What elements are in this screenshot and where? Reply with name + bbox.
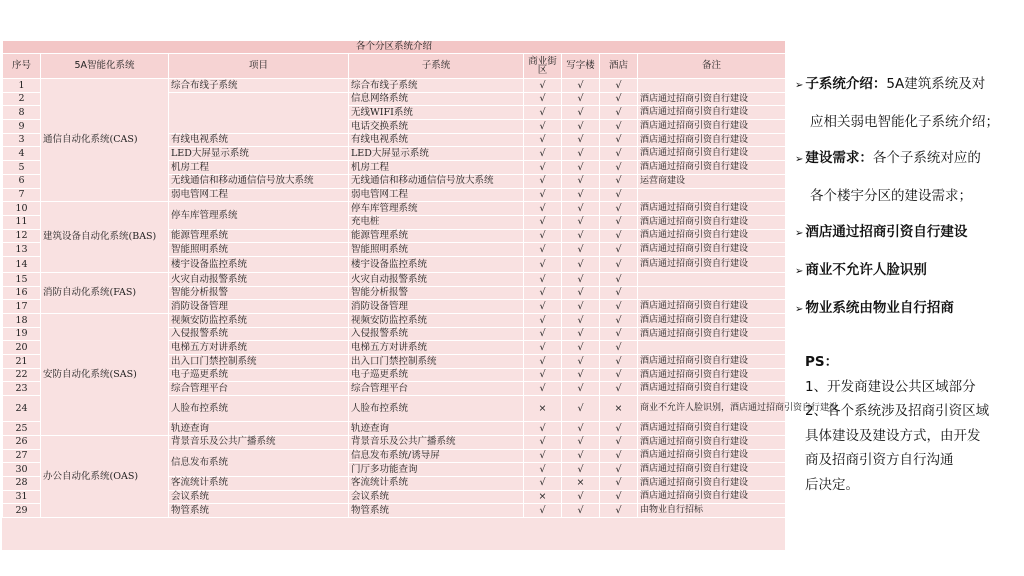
row-subsystem: 信息网络系统 <box>349 92 524 106</box>
row-note: 酒店通过招商引资自行建设 <box>638 368 786 382</box>
row-index: 9 <box>3 120 41 134</box>
ps-line: 后决定。 <box>805 476 859 493</box>
row-hotel-mark: √ <box>600 147 638 161</box>
row-index: 7 <box>3 188 41 202</box>
row-note: 酒店通过招商引资自行建设 <box>638 314 786 328</box>
row-item: 智能分析报警 <box>169 286 349 300</box>
row-subsystem: 无线通信和移动通信信号放大系统 <box>349 174 524 188</box>
summary-panel <box>795 66 1020 328</box>
row-hotel-mark: √ <box>600 106 638 120</box>
row-hotel-mark: × <box>600 396 638 422</box>
row-office-mark: √ <box>562 79 600 93</box>
row-office-mark: √ <box>562 449 600 463</box>
row-hotel-mark: √ <box>600 327 638 341</box>
system-category-fas: 消防自动化系统(FAS) <box>41 272 169 313</box>
row-note: 酒店通过招商引资自行建设 <box>638 92 786 106</box>
row-subsystem: 电子巡更系统 <box>349 368 524 382</box>
header-commercial: 商业街区 <box>524 54 562 79</box>
row-commercial-mark: × <box>524 396 562 422</box>
row-subsystem: 电话交换系统 <box>349 120 524 134</box>
row-note <box>638 188 786 202</box>
row-office-mark: √ <box>562 314 600 328</box>
row-hotel-mark: √ <box>600 243 638 257</box>
header-hotel: 酒店 <box>600 54 638 79</box>
table-header-row <box>3 54 786 79</box>
row-commercial-mark: √ <box>524 272 562 286</box>
row-index: 19 <box>3 327 41 341</box>
row-commercial-mark: √ <box>524 449 562 463</box>
row-subsystem: 楼宇设备监控系统 <box>349 256 524 272</box>
row-item <box>169 92 349 133</box>
row-index: 1 <box>3 79 41 93</box>
row-index: 15 <box>3 272 41 286</box>
row-hotel-mark: √ <box>600 463 638 477</box>
row-item: 人脸布控系统 <box>169 396 349 422</box>
row-office-mark: × <box>562 476 600 490</box>
row-item: 消防设备管理 <box>169 300 349 314</box>
row-subsystem: 火灾自动报警系统 <box>349 272 524 286</box>
row-commercial-mark: √ <box>524 174 562 188</box>
header-system: 5A智能化系统 <box>41 54 169 79</box>
row-item: 视频安防监控系统 <box>169 314 349 328</box>
ps-line: 2、各个系统涉及招商引资区域 <box>805 403 990 419</box>
row-item: 综合管理平台 <box>169 382 349 396</box>
table-row <box>3 314 786 328</box>
row-hotel-mark: √ <box>600 133 638 147</box>
bullet-continuation: 各个楼宇分区的建设需求； <box>810 188 972 204</box>
row-hotel-mark: √ <box>600 202 638 216</box>
row-office-mark: √ <box>562 504 600 518</box>
row-commercial-mark: √ <box>524 368 562 382</box>
row-office-mark: √ <box>562 300 600 314</box>
row-hotel-mark: √ <box>600 79 638 93</box>
row-item: 会议系统 <box>169 490 349 504</box>
row-hotel-mark: √ <box>600 272 638 286</box>
row-subsystem: 客流统计系统 <box>349 476 524 490</box>
row-item: 电梯五方对讲系统 <box>169 341 349 355</box>
row-note: 酒店通过招商引资自行建设 <box>638 243 786 257</box>
row-item: 无线通信和移动通信信号放大系统 <box>169 174 349 188</box>
row-subsystem: 机房工程 <box>349 161 524 175</box>
row-office-mark: √ <box>562 463 600 477</box>
bullet-continuation: 应相关弱电智能化子系统介绍； <box>810 114 999 130</box>
row-office-mark: √ <box>562 229 600 243</box>
row-subsystem: 信息发布系统/诱导屏 <box>349 449 524 463</box>
row-commercial-mark: √ <box>524 133 562 147</box>
row-note <box>638 272 786 286</box>
bullet-label: 子系统介绍： <box>805 76 887 92</box>
header-office: 写字楼 <box>562 54 600 79</box>
table-row <box>3 435 786 449</box>
row-commercial-mark: √ <box>524 463 562 477</box>
row-commercial-mark: √ <box>524 229 562 243</box>
row-item: 停车库管理系统 <box>169 202 349 229</box>
row-subsystem: 停车库管理系统 <box>349 202 524 216</box>
row-subsystem: 背景音乐及公共广播系统 <box>349 435 524 449</box>
row-office-mark: √ <box>562 133 600 147</box>
row-hotel-mark: √ <box>600 476 638 490</box>
row-hotel-mark: √ <box>600 229 638 243</box>
row-office-mark: √ <box>562 147 600 161</box>
row-office-mark: √ <box>562 355 600 369</box>
bullet-label: 商业不允许人脸识别 <box>805 262 927 278</box>
row-subsystem: 轨迹查询 <box>349 422 524 436</box>
bullet-label: 酒店通过招商引资自行建设 <box>805 224 968 240</box>
row-commercial-mark: √ <box>524 314 562 328</box>
row-item: 火灾自动报警系统 <box>169 272 349 286</box>
row-note: 由物业自行招标 <box>638 504 786 518</box>
row-subsystem: 视频安防监控系统 <box>349 314 524 328</box>
row-office-mark: √ <box>562 396 600 422</box>
row-commercial-mark: √ <box>524 286 562 300</box>
row-index: 24 <box>3 396 41 422</box>
row-hotel-mark: √ <box>600 490 638 504</box>
ps-line: 1、开发商建设公共区域部分 <box>805 378 976 395</box>
bullet-label: 建设需求： <box>805 150 873 166</box>
row-commercial-mark: √ <box>524 422 562 436</box>
ps-line: 具体建设及建设方式，由开发 <box>805 427 981 444</box>
row-commercial-mark: √ <box>524 341 562 355</box>
ps-title: PS： <box>805 354 839 370</box>
row-commercial-mark: √ <box>524 355 562 369</box>
row-commercial-mark: √ <box>524 435 562 449</box>
row-office-mark: √ <box>562 256 600 272</box>
row-hotel-mark: √ <box>600 341 638 355</box>
system-category-cas: 通信自动化系统(CAS) <box>41 79 169 202</box>
row-note <box>638 79 786 93</box>
bullet-text: 5A建筑系统及对 <box>886 76 986 92</box>
row-subsystem: 综合布线子系统 <box>349 79 524 93</box>
ps-notes <box>805 350 1020 497</box>
row-note: 酒店通过招商引资自行建设 <box>638 147 786 161</box>
row-hotel-mark: √ <box>600 368 638 382</box>
row-hotel-mark: √ <box>600 435 638 449</box>
row-item: 背景音乐及公共广播系统 <box>169 435 349 449</box>
row-hotel-mark: √ <box>600 120 638 134</box>
row-office-mark: √ <box>562 422 600 436</box>
row-office-mark: √ <box>562 286 600 300</box>
row-note: 运营商建设 <box>638 174 786 188</box>
row-item: 入侵报警系统 <box>169 327 349 341</box>
row-note: 酒店通过招商引资自行建设 <box>638 449 786 463</box>
row-office-mark: √ <box>562 202 600 216</box>
row-subsystem: 门厅多功能查询 <box>349 463 524 477</box>
row-commercial-mark: √ <box>524 120 562 134</box>
row-commercial-mark: √ <box>524 504 562 518</box>
row-index: 25 <box>3 422 41 436</box>
row-item: 能源管理系统 <box>169 229 349 243</box>
row-hotel-mark: √ <box>600 174 638 188</box>
row-hotel-mark: √ <box>600 161 638 175</box>
row-item: 电子巡更系统 <box>169 368 349 382</box>
row-hotel-mark: √ <box>600 355 638 369</box>
row-subsystem: 弱电管网工程 <box>349 188 524 202</box>
row-commercial-mark: √ <box>524 476 562 490</box>
row-index: 27 <box>3 449 41 463</box>
row-commercial-mark: √ <box>524 188 562 202</box>
row-subsystem: 消防设备管理 <box>349 300 524 314</box>
row-index: 16 <box>3 286 41 300</box>
row-item: 有线电视系统 <box>169 133 349 147</box>
row-subsystem: 智能照明系统 <box>349 243 524 257</box>
row-commercial-mark: √ <box>524 161 562 175</box>
row-note: 酒店通过招商引资自行建设 <box>638 106 786 120</box>
row-note: 酒店通过招商引资自行建设 <box>638 382 786 396</box>
row-hotel-mark: √ <box>600 382 638 396</box>
row-index: 12 <box>3 229 41 243</box>
row-subsystem: 出入口门禁控制系统 <box>349 355 524 369</box>
table-row <box>3 272 786 286</box>
row-hotel-mark: √ <box>600 286 638 300</box>
row-office-mark: √ <box>562 341 600 355</box>
row-commercial-mark: √ <box>524 300 562 314</box>
row-subsystem: 电梯五方对讲系统 <box>349 341 524 355</box>
row-office-mark: √ <box>562 243 600 257</box>
row-subsystem: 充电桩 <box>349 215 524 229</box>
bullet-construction-demand <box>795 140 1020 178</box>
row-hotel-mark: √ <box>600 92 638 106</box>
row-index: 22 <box>3 368 41 382</box>
row-index: 2 <box>3 92 41 106</box>
row-note: 酒店通过招商引资自行建设 <box>638 300 786 314</box>
row-index: 14 <box>3 256 41 272</box>
bullet-subsystem-intro <box>795 66 1020 104</box>
row-hotel-mark: √ <box>600 504 638 518</box>
arrow-bullet-icon: ➢ <box>795 304 804 315</box>
system-category-bas: 建筑设备自动化系统(BAS) <box>41 202 169 273</box>
row-subsystem: 能源管理系统 <box>349 229 524 243</box>
row-item: 综合布线子系统 <box>169 79 349 93</box>
row-index: 30 <box>3 463 41 477</box>
row-hotel-mark: √ <box>600 449 638 463</box>
table-row <box>3 202 786 216</box>
table-caption: 各个分区系统介绍 <box>3 41 786 54</box>
row-hotel-mark: √ <box>600 256 638 272</box>
row-office-mark: √ <box>562 188 600 202</box>
bullet-property <box>795 290 1020 328</box>
row-office-mark: √ <box>562 106 600 120</box>
row-index: 3 <box>3 133 41 147</box>
row-note: 酒店通过招商引资自行建设 <box>638 327 786 341</box>
row-index: 4 <box>3 147 41 161</box>
row-note: 酒店通过招商引资自行建设 <box>638 422 786 436</box>
row-note: 酒店通过招商引资自行建设 <box>638 256 786 272</box>
row-subsystem: 人脸布控系统 <box>349 396 524 422</box>
row-hotel-mark: √ <box>600 188 638 202</box>
row-subsystem: 物管系统 <box>349 504 524 518</box>
system-category-sas: 安防自动化系统(SAS) <box>41 314 169 436</box>
arrow-bullet-icon: ➢ <box>795 266 804 277</box>
row-index: 29 <box>3 504 41 518</box>
row-commercial-mark: √ <box>524 327 562 341</box>
row-office-mark: √ <box>562 435 600 449</box>
bullet-label: 物业系统由物业自行招商 <box>805 300 954 316</box>
row-note: 酒店通过招商引资自行建设 <box>638 202 786 216</box>
row-hotel-mark: √ <box>600 314 638 328</box>
ps-line: 商及招商引资方自行沟通 <box>805 452 954 468</box>
row-note: 酒店通过招商引资自行建设 <box>638 435 786 449</box>
arrow-bullet-icon: ➢ <box>795 154 804 165</box>
row-commercial-mark: √ <box>524 256 562 272</box>
bullet-commercial <box>795 252 1020 290</box>
row-index: 6 <box>3 174 41 188</box>
row-office-mark: √ <box>562 120 600 134</box>
row-note: 酒店通过招商引资自行建设 <box>638 120 786 134</box>
row-item: LED大屏显示系统 <box>169 147 349 161</box>
row-office-mark: √ <box>562 327 600 341</box>
row-item: 智能照明系统 <box>169 243 349 257</box>
header-subsystem: 子系统 <box>349 54 524 79</box>
row-commercial-mark: √ <box>524 106 562 120</box>
row-index: 11 <box>3 215 41 229</box>
row-index: 23 <box>3 382 41 396</box>
table-row <box>3 79 786 93</box>
row-note: 酒店通过招商引资自行建设 <box>638 229 786 243</box>
row-office-mark: √ <box>562 272 600 286</box>
row-hotel-mark: √ <box>600 422 638 436</box>
row-index: 21 <box>3 355 41 369</box>
row-hotel-mark: √ <box>600 215 638 229</box>
row-index: 5 <box>3 161 41 175</box>
row-hotel-mark: √ <box>600 300 638 314</box>
row-commercial-mark: √ <box>524 92 562 106</box>
row-note: 商业不允许人脸识别，酒店通过招商引资自行建设 <box>638 396 786 422</box>
system-category-oas: 办公自动化系统(OAS) <box>41 435 169 517</box>
row-commercial-mark: √ <box>524 382 562 396</box>
row-office-mark: √ <box>562 215 600 229</box>
row-index: 20 <box>3 341 41 355</box>
row-subsystem: 有线电视系统 <box>349 133 524 147</box>
row-commercial-mark: √ <box>524 215 562 229</box>
row-item: 轨迹查询 <box>169 422 349 436</box>
row-note: 酒店通过招商引资自行建设 <box>638 463 786 477</box>
row-subsystem: 入侵报警系统 <box>349 327 524 341</box>
row-office-mark: √ <box>562 382 600 396</box>
row-office-mark: √ <box>562 92 600 106</box>
row-note: 酒店通过招商引资自行建设 <box>638 490 786 504</box>
row-item: 信息发布系统 <box>169 449 349 476</box>
row-note: 酒店通过招商引资自行建设 <box>638 476 786 490</box>
row-index: 17 <box>3 300 41 314</box>
row-subsystem: 无线WIFI系统 <box>349 106 524 120</box>
row-office-mark: √ <box>562 368 600 382</box>
row-commercial-mark: × <box>524 490 562 504</box>
row-item: 弱电管网工程 <box>169 188 349 202</box>
row-index: 13 <box>3 243 41 257</box>
row-item: 楼宇设备监控系统 <box>169 256 349 272</box>
row-index: 18 <box>3 314 41 328</box>
row-index: 10 <box>3 202 41 216</box>
row-index: 31 <box>3 490 41 504</box>
row-index: 26 <box>3 435 41 449</box>
header-note: 备注 <box>638 54 786 79</box>
row-note: 酒店通过招商引资自行建设 <box>638 215 786 229</box>
row-note <box>638 341 786 355</box>
row-commercial-mark: √ <box>524 147 562 161</box>
header-idx: 序号 <box>3 54 41 79</box>
row-index: 8 <box>3 106 41 120</box>
bullet-hotel <box>795 214 1020 252</box>
row-commercial-mark: √ <box>524 79 562 93</box>
row-commercial-mark: √ <box>524 243 562 257</box>
row-commercial-mark: √ <box>524 202 562 216</box>
row-note: 酒店通过招商引资自行建设 <box>638 355 786 369</box>
row-note: 酒店通过招商引资自行建设 <box>638 161 786 175</box>
row-office-mark: √ <box>562 161 600 175</box>
row-subsystem: 综合管理平台 <box>349 382 524 396</box>
arrow-bullet-icon: ➢ <box>795 80 804 91</box>
bullet-text: 各个子系统对应的 <box>872 150 981 166</box>
row-item: 物管系统 <box>169 504 349 518</box>
row-subsystem: LED大屏显示系统 <box>349 147 524 161</box>
header-item: 项目 <box>169 54 349 79</box>
row-index: 28 <box>3 476 41 490</box>
row-item: 机房工程 <box>169 161 349 175</box>
row-subsystem: 会议系统 <box>349 490 524 504</box>
row-note: 酒店通过招商引资自行建设 <box>638 133 786 147</box>
arrow-bullet-icon: ➢ <box>795 228 804 239</box>
row-office-mark: √ <box>562 174 600 188</box>
row-item: 出入口门禁控制系统 <box>169 355 349 369</box>
row-note <box>638 286 786 300</box>
row-item: 客流统计系统 <box>169 476 349 490</box>
row-subsystem: 智能分析报警 <box>349 286 524 300</box>
row-office-mark: √ <box>562 490 600 504</box>
